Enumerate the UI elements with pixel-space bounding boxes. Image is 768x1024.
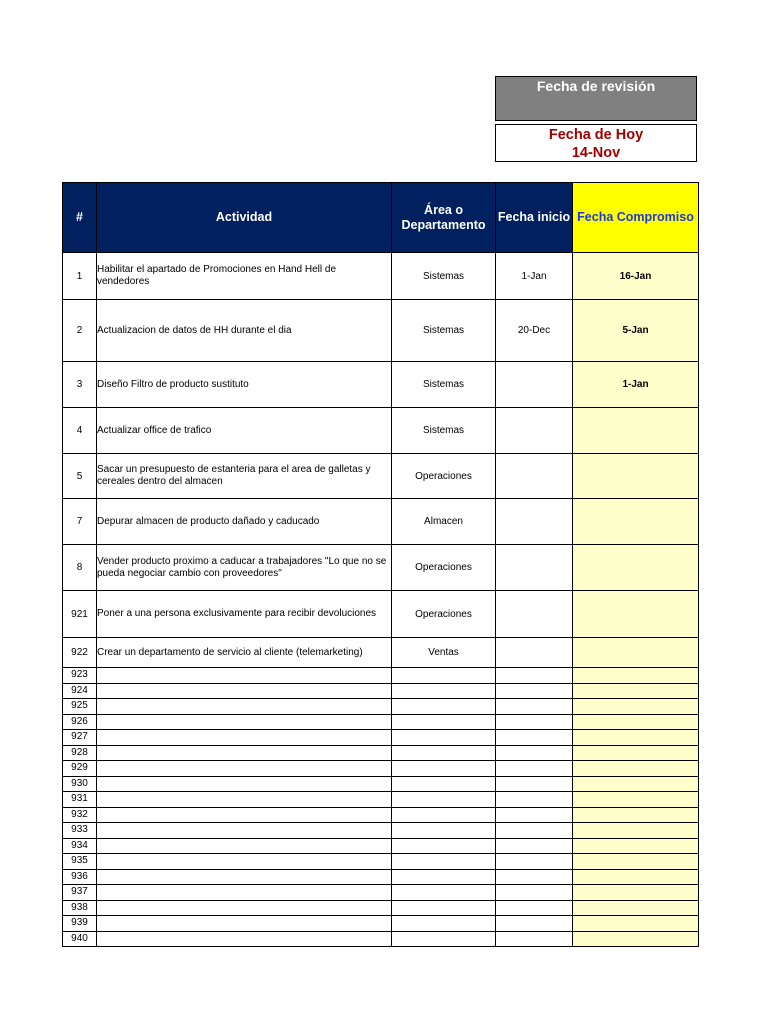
row-num[interactable]: 2 <box>63 300 97 362</box>
row-area[interactable]: Ventas <box>392 638 496 668</box>
row-start-date[interactable] <box>496 362 573 408</box>
row-commit-date[interactable] <box>573 408 699 454</box>
row-commit-date[interactable] <box>573 761 699 777</box>
row-num[interactable]: 927 <box>63 730 97 746</box>
row-start-date[interactable] <box>496 714 573 730</box>
row-activity[interactable] <box>97 699 392 715</box>
row-activity[interactable] <box>97 931 392 947</box>
row-activity[interactable] <box>97 730 392 746</box>
row-start-date[interactable] <box>496 745 573 761</box>
row-commit-date[interactable] <box>573 714 699 730</box>
row-commit-date[interactable] <box>573 745 699 761</box>
header-num: # <box>63 183 97 253</box>
row-area[interactable] <box>392 792 496 808</box>
row-commit-date[interactable] <box>573 454 699 499</box>
row-activity[interactable]: Habilitar el apartado de Promociones en Hand Hell de vendedores <box>97 253 392 300</box>
row-num[interactable]: 937 <box>63 885 97 901</box>
table-row-empty[interactable] <box>63 916 699 932</box>
row-activity[interactable]: Diseño Filtro de producto sustituto <box>97 362 392 408</box>
row-commit-date[interactable] <box>573 683 699 699</box>
row-num[interactable]: 4 <box>63 408 97 454</box>
table-row[interactable] <box>63 454 699 499</box>
row-start-date[interactable] <box>496 545 573 591</box>
row-activity[interactable] <box>97 900 392 916</box>
row-area[interactable] <box>392 869 496 885</box>
header-activity: Actividad <box>97 183 392 253</box>
row-activity[interactable] <box>97 869 392 885</box>
row-commit-date[interactable] <box>573 838 699 854</box>
row-commit-date[interactable] <box>573 499 699 545</box>
table-row[interactable] <box>63 362 699 408</box>
row-area[interactable] <box>392 745 496 761</box>
table-header-row <box>63 183 699 253</box>
table-row-empty[interactable] <box>63 931 699 947</box>
table-row-empty[interactable] <box>63 823 699 839</box>
row-area[interactable] <box>392 838 496 854</box>
row-commit-date[interactable] <box>573 823 699 839</box>
row-area[interactable] <box>392 807 496 823</box>
table-row-empty[interactable] <box>63 869 699 885</box>
row-area[interactable]: Operaciones <box>392 591 496 638</box>
row-area[interactable] <box>392 699 496 715</box>
row-start-date[interactable] <box>496 885 573 901</box>
row-area[interactable] <box>392 916 496 932</box>
row-start-date[interactable] <box>496 668 573 684</box>
row-area[interactable] <box>392 730 496 746</box>
table-row-empty[interactable] <box>63 838 699 854</box>
row-activity[interactable] <box>97 745 392 761</box>
row-start-date[interactable] <box>496 454 573 499</box>
table-row[interactable] <box>63 253 699 300</box>
row-commit-date[interactable] <box>573 869 699 885</box>
table-row-empty[interactable] <box>63 699 699 715</box>
row-num[interactable]: 922 <box>63 638 97 668</box>
row-commit-date[interactable] <box>573 776 699 792</box>
row-area[interactable]: Sistemas <box>392 362 496 408</box>
row-commit-date[interactable] <box>573 668 699 684</box>
row-start-date[interactable] <box>496 931 573 947</box>
row-commit-date[interactable] <box>573 807 699 823</box>
row-activity[interactable]: Sacar un presupuesto de estanteria para el area de galletas y cereales dentro del almacen <box>97 454 392 499</box>
row-start-date[interactable]: 1-Jan <box>496 253 573 300</box>
row-start-date[interactable] <box>496 499 573 545</box>
row-area[interactable] <box>392 761 496 777</box>
row-num[interactable]: 938 <box>63 900 97 916</box>
row-num[interactable]: 930 <box>63 776 97 792</box>
table-row-empty[interactable] <box>63 900 699 916</box>
header-commit: Fecha Compromiso <box>573 183 699 253</box>
row-start-date[interactable] <box>496 761 573 777</box>
fecha-hoy-value: 14-Nov <box>571 145 621 161</box>
row-activity[interactable] <box>97 823 392 839</box>
table-row-empty[interactable] <box>63 683 699 699</box>
header-area: Área o Departamento <box>392 183 496 253</box>
row-start-date[interactable] <box>496 699 573 715</box>
fecha-hoy-label: Fecha de Hoy <box>548 127 644 143</box>
row-area[interactable]: Sistemas <box>392 300 496 362</box>
row-start-date[interactable] <box>496 869 573 885</box>
table-row-empty[interactable] <box>63 854 699 870</box>
row-start-date[interactable] <box>496 730 573 746</box>
row-area[interactable] <box>392 683 496 699</box>
row-commit-date[interactable] <box>573 730 699 746</box>
row-area[interactable]: Sistemas <box>392 253 496 300</box>
row-num[interactable]: 1 <box>63 253 97 300</box>
table-row-empty[interactable] <box>63 761 699 777</box>
header-start: Fecha inicio <box>496 183 573 253</box>
row-start-date[interactable] <box>496 900 573 916</box>
row-activity[interactable] <box>97 761 392 777</box>
row-area[interactable] <box>392 900 496 916</box>
table-row-empty[interactable] <box>63 745 699 761</box>
row-num[interactable]: 939 <box>63 916 97 932</box>
row-activity[interactable] <box>97 838 392 854</box>
row-num[interactable]: 934 <box>63 838 97 854</box>
row-activity[interactable]: Depurar almacen de producto dañado y caducado <box>97 499 392 545</box>
row-activity[interactable] <box>97 668 392 684</box>
row-num[interactable]: 935 <box>63 854 97 870</box>
row-num[interactable]: 5 <box>63 454 97 499</box>
activity-table <box>62 182 699 947</box>
row-activity[interactable] <box>97 776 392 792</box>
row-commit-date[interactable] <box>573 545 699 591</box>
row-start-date[interactable] <box>496 807 573 823</box>
row-activity[interactable] <box>97 885 392 901</box>
table-row[interactable] <box>63 408 699 454</box>
row-commit-date[interactable] <box>573 900 699 916</box>
row-activity[interactable] <box>97 854 392 870</box>
row-start-date[interactable] <box>496 776 573 792</box>
row-area[interactable] <box>392 931 496 947</box>
row-start-date[interactable] <box>496 683 573 699</box>
row-commit-date[interactable] <box>573 699 699 715</box>
row-start-date[interactable] <box>496 408 573 454</box>
row-num[interactable]: 923 <box>63 668 97 684</box>
row-commit-date[interactable] <box>573 916 699 932</box>
row-activity[interactable] <box>97 916 392 932</box>
fecha-revision-box <box>495 76 697 121</box>
table-row-empty[interactable] <box>63 807 699 823</box>
row-num[interactable]: 7 <box>63 499 97 545</box>
table-row[interactable] <box>63 300 699 362</box>
row-activity[interactable] <box>97 714 392 730</box>
row-num[interactable]: 3 <box>63 362 97 408</box>
row-area[interactable]: Sistemas <box>392 408 496 454</box>
row-num[interactable]: 929 <box>63 761 97 777</box>
row-num[interactable]: 924 <box>63 683 97 699</box>
row-commit-date[interactable] <box>573 638 699 668</box>
row-num[interactable]: 932 <box>63 807 97 823</box>
table-row-empty[interactable] <box>63 668 699 684</box>
row-area[interactable]: Operaciones <box>392 454 496 499</box>
row-activity[interactable] <box>97 683 392 699</box>
table-row-empty[interactable] <box>63 885 699 901</box>
row-num[interactable]: 921 <box>63 591 97 638</box>
row-area[interactable] <box>392 776 496 792</box>
fecha-hoy-box <box>495 124 697 162</box>
row-activity[interactable] <box>97 807 392 823</box>
row-commit-date[interactable]: 16-Jan <box>573 253 699 300</box>
row-commit-date[interactable] <box>573 591 699 638</box>
row-start-date[interactable]: 20-Dec <box>496 300 573 362</box>
row-start-date[interactable] <box>496 591 573 638</box>
table-row[interactable] <box>63 591 699 638</box>
row-activity[interactable]: Actualizacion de datos de HH durante el dia <box>97 300 392 362</box>
row-activity[interactable]: Crear un departamento de servicio al cliente (telemarketing) <box>97 638 392 668</box>
row-activity[interactable]: Vender producto proximo a caducar a trabajadores "Lo que no se pueda negociar cambio con proveedores" <box>97 545 392 591</box>
table-row-empty[interactable] <box>63 730 699 746</box>
row-start-date[interactable] <box>496 792 573 808</box>
row-start-date[interactable] <box>496 916 573 932</box>
row-area[interactable] <box>392 854 496 870</box>
row-num[interactable]: 925 <box>63 699 97 715</box>
row-activity[interactable] <box>97 792 392 808</box>
row-area[interactable] <box>392 823 496 839</box>
table-row[interactable] <box>63 638 699 668</box>
row-area[interactable] <box>392 714 496 730</box>
row-commit-date[interactable] <box>573 885 699 901</box>
row-num[interactable]: 933 <box>63 823 97 839</box>
row-commit-date[interactable] <box>573 931 699 947</box>
row-num[interactable]: 926 <box>63 714 97 730</box>
table-row[interactable] <box>63 499 699 545</box>
row-num[interactable]: 936 <box>63 869 97 885</box>
row-num[interactable]: 928 <box>63 745 97 761</box>
table-row-empty[interactable] <box>63 714 699 730</box>
row-area[interactable]: Almacen <box>392 499 496 545</box>
row-num[interactable]: 940 <box>63 931 97 947</box>
row-commit-date[interactable]: 1-Jan <box>573 362 699 408</box>
row-area[interactable] <box>392 885 496 901</box>
fecha-revision-title: Fecha de revisión <box>536 78 656 94</box>
row-start-date[interactable] <box>496 823 573 839</box>
row-activity[interactable]: Actualizar office de trafico <box>97 408 392 454</box>
table-row-empty[interactable] <box>63 792 699 808</box>
row-start-date[interactable] <box>496 638 573 668</box>
row-start-date[interactable] <box>496 854 573 870</box>
row-num[interactable]: 931 <box>63 792 97 808</box>
row-commit-date[interactable] <box>573 854 699 870</box>
row-commit-date[interactable] <box>573 792 699 808</box>
row-commit-date[interactable]: 5-Jan <box>573 300 699 362</box>
row-start-date[interactable] <box>496 838 573 854</box>
row-area[interactable]: Operaciones <box>392 545 496 591</box>
row-area[interactable] <box>392 668 496 684</box>
row-num[interactable]: 8 <box>63 545 97 591</box>
table-row[interactable] <box>63 545 699 591</box>
table-row-empty[interactable] <box>63 776 699 792</box>
row-activity[interactable]: Poner a una persona exclusivamente para recibir devoluciones <box>97 591 392 638</box>
